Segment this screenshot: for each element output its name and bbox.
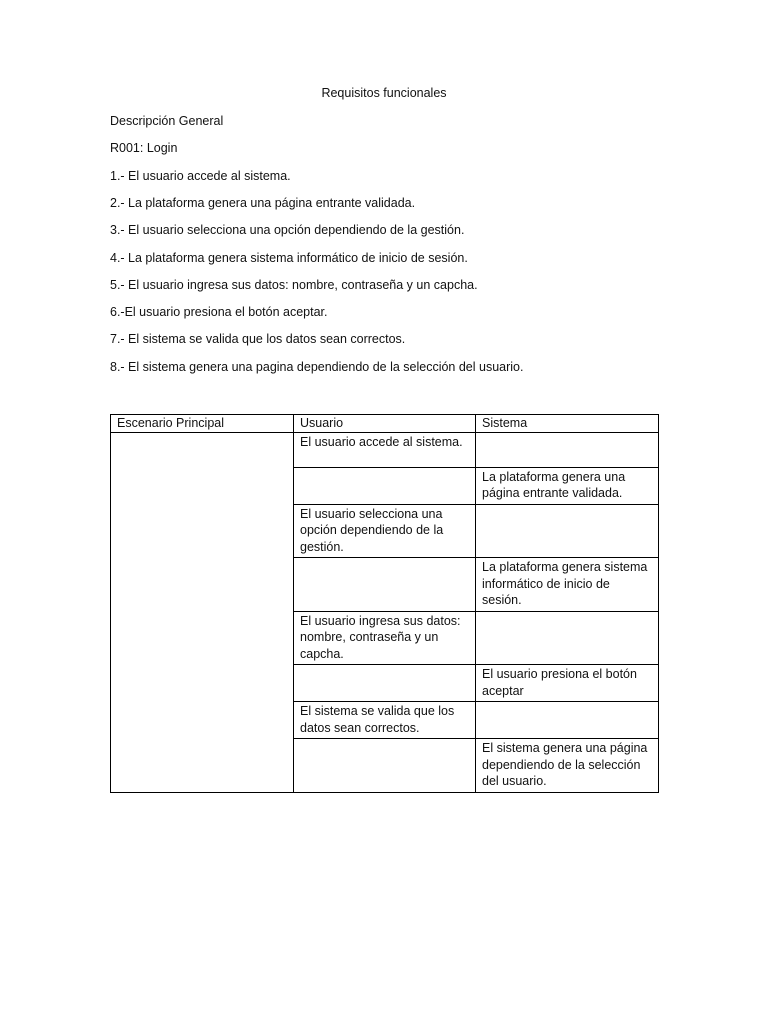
- scenario-table: [110, 414, 659, 793]
- usuario-cell: El sistema se valida que los datos sean correctos.: [294, 702, 476, 739]
- table-header-row: [111, 415, 659, 433]
- sistema-cell: [476, 504, 659, 558]
- header-escenario-principal: Escenario Principal: [111, 415, 294, 433]
- header-usuario: Usuario: [294, 415, 476, 433]
- step-2: 2.- La plataforma genera una página entrante validada.: [110, 196, 416, 210]
- header-sistema: Sistema: [476, 415, 659, 433]
- step-6: 6.-El usuario presiona el botón aceptar.: [110, 305, 328, 319]
- sistema-cell: [476, 432, 659, 467]
- step-4: 4.- La plataforma genera sistema informático de inicio de sesión.: [110, 251, 468, 265]
- sistema-cell: La plataforma genera sistema informático de inicio de sesión.: [476, 558, 659, 612]
- sistema-cell: El usuario presiona el botón aceptar: [476, 665, 659, 702]
- sistema-cell: La plataforma genera una página entrante validada.: [476, 467, 659, 504]
- step-1: 1.- El usuario accede al sistema.: [110, 169, 291, 183]
- step-7: 7.- El sistema se valida que los datos sean correctos.: [110, 332, 406, 346]
- section-heading: Descripción General: [110, 114, 224, 128]
- escenario-cell: [111, 432, 294, 792]
- sistema-cell: [476, 611, 659, 665]
- usuario-cell: [294, 558, 476, 612]
- requirement-id: R001: Login: [110, 141, 178, 155]
- table-row: [111, 432, 659, 467]
- usuario-cell: [294, 467, 476, 504]
- step-5: 5.- El usuario ingresa sus datos: nombre, contraseña y un capcha.: [110, 278, 478, 292]
- usuario-cell: [294, 739, 476, 793]
- step-8: 8.- El sistema genera una pagina dependiendo de la selección del usuario.: [110, 360, 524, 374]
- usuario-cell: [294, 665, 476, 702]
- document-title: Requisitos funcionales: [321, 86, 447, 100]
- usuario-cell: El usuario accede al sistema.: [294, 432, 476, 467]
- usuario-cell: El usuario selecciona una opción dependiendo de la gestión.: [294, 504, 476, 558]
- sistema-cell: [476, 702, 659, 739]
- sistema-cell: El sistema genera una página dependiendo de la selección del usuario.: [476, 739, 659, 793]
- usuario-cell: El usuario ingresa sus datos: nombre, contraseña y un capcha.: [294, 611, 476, 665]
- step-3: 3.- El usuario selecciona una opción dependiendo de la gestión.: [110, 223, 465, 237]
